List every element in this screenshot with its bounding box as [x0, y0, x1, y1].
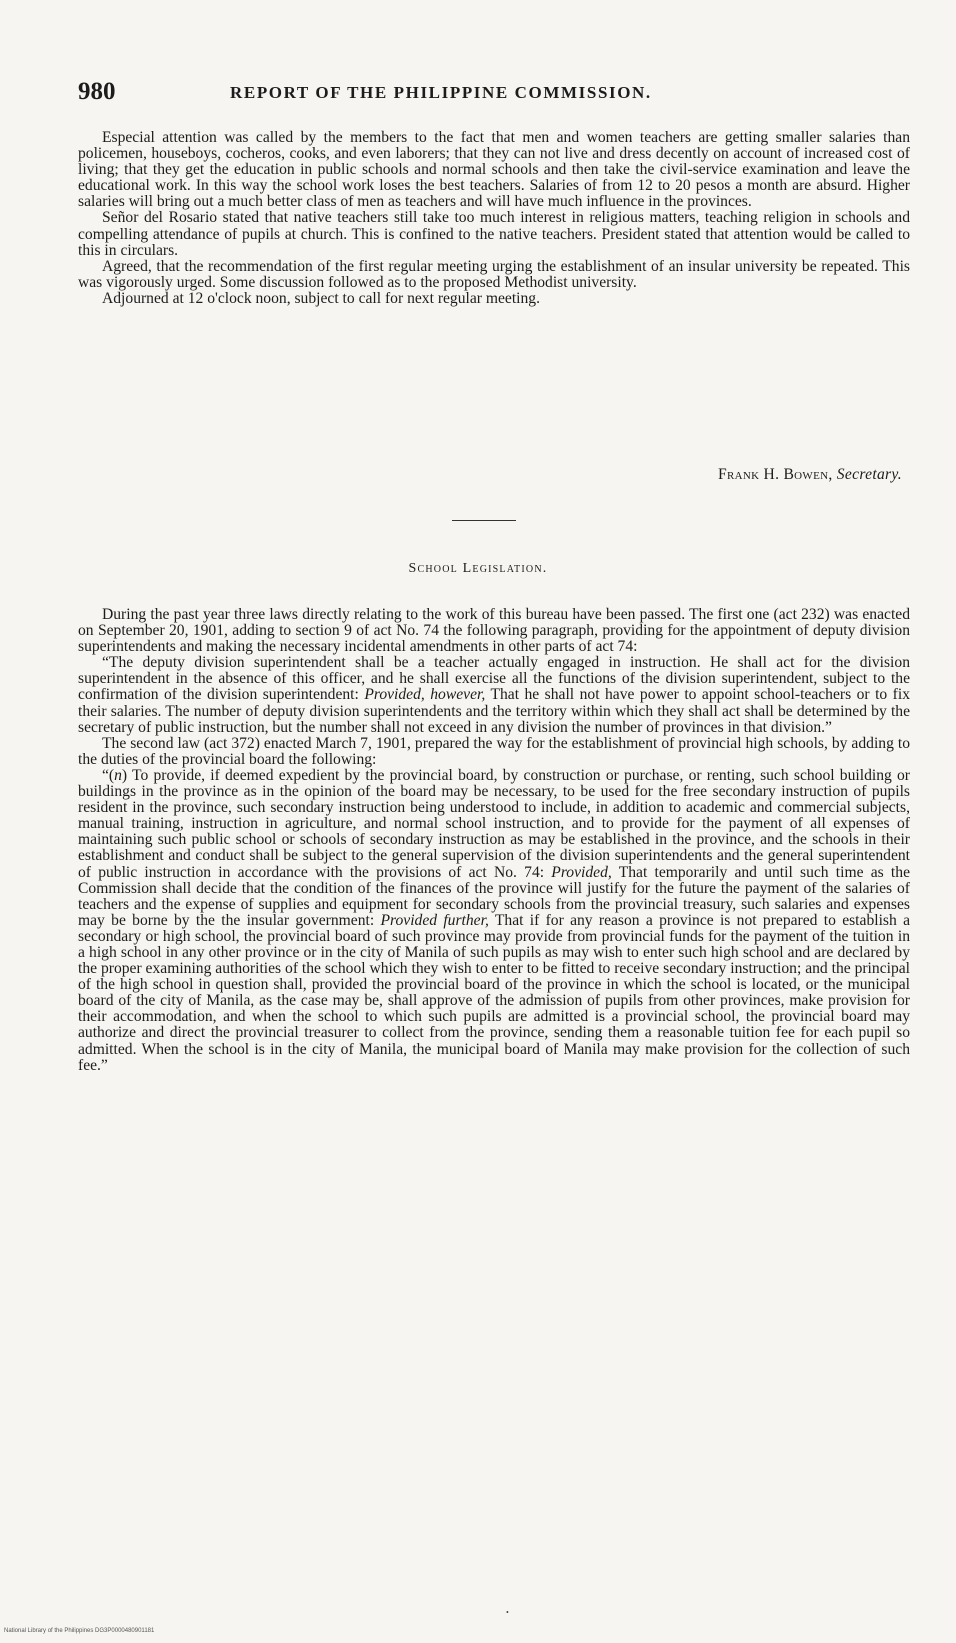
act-372-text-d: That if for any reason a province is not prepared to establish a secondary or high school, the provincial board of such province may provide from provincial funds for the payment of the tuition in a high school in any other province or in the city of Manila of such pupils as may wish to enter such high school and are declared by the proper examining authorities of the school which they wish to enter to be fitted to receive secondary instruction; and the principal of the high school in question shall, provided the provincial board of the province in which the school is located, or the municipal board of the city of Manila, as the case may be, shall approve of the admission of pupils from other provinces, make provision for their accommodation, and when the school to which such pupils are admitted is a provincial school, the provincial board may authorize and direct the provincial treasurer to collect from the province, sending them a reasonable tuition fee for each pupil so admitted. When the school is in the city of Manila, the municipal board of Manila may make provision for the collection of such fee.”: [78, 911, 910, 1074]
signature-name: Frank H. Bowen,: [717, 466, 833, 483]
signature-title: Secretary.: [836, 466, 902, 483]
school-legislation: [78, 607, 910, 1074]
running-head: REPORT OF THE PHILIPPINE COMMISSION.: [230, 83, 652, 102]
page-number: 980: [78, 78, 116, 105]
minutes-paragraph-1: Especial attention was called by the members to the fact that men and women teachers are getting smaller salaries than policemen, houseboys, cocheros, cooks, and even laborers; that they can not live and dress decently on account of increased cost of living; that they get the education in public schools and normal schools and then take the civil-service examination and leave the educational work. In this way the school work loses the best teachers. Salaries of from 12 to 20 pesos a month are absurd. Higher salaries will bring out a much better class of men as teachers and will have much influence in the provinces.: [78, 129, 910, 211]
section-divider: [452, 520, 516, 521]
legislation-paragraph-2: [78, 655, 910, 735]
legislation-paragraph-4: [78, 768, 910, 1074]
act-372-open: “(: [102, 766, 115, 784]
proviso-1: Provided,: [551, 863, 612, 881]
legislation-paragraph-1: During the past year three laws directly relating to the work of this bureau have been passed. The first one (act 232) was enacted on September 20, 1901, adding to section 9 of act No. 74 the following paragraph, providing for the appointment of deputy division superintendents and making the necessary incidental amendments in other parts of act 74:: [78, 606, 910, 656]
section-title: School Legislation.: [408, 561, 548, 576]
minutes-paragraph-2: Señor del Rosario stated that native teachers still take too much interest in religious matters, teaching religion in schools and compelling attendance of pupils at church. This is confined to the native teachers. President stated that attention would be called to this in circulars.: [78, 209, 910, 259]
act-372-text-b: ) To provide, if deemed expedient by the provincial board, by construction or purchase, or renting, such school building or buildings in the province as in the opinion of the board may be necessary, to be used for the free secondary instruction of pupils resident in the province, such secondary instruction being understood to include, in addition to academic and commercial subjects, manual training, instruction in agriculture, and normal school instruction, and to provide for the payment of all expenses of maintaining such public school or schools of secondary instruction as may be established in the province, and the schools in their establishment and conduct shall be subject to the general supervision of the division superintendents and the general superintendent of public instruction in accordance with the provisions of act No. 74:: [78, 766, 910, 881]
minutes-paragraph-3: Agreed, that the recommendation of the first regular meeting urging the establishment of an insular university be repeated. This was vigorously urged. Some discussion followed as to the proposed Methodist university.: [78, 257, 910, 291]
proviso-however: Provided, however,: [364, 686, 486, 704]
act-372-text-c: That temporarily and until such time as the Commission shall decide that the condition of the finances of the province will justify for the future the payment of the salaries of teachers and the expense of supplies and equipment for secondary schools from the provincial treasury, such salaries and expenses may be borne by the the insular government:: [78, 863, 910, 929]
minutes-paragraph-4: Adjourned at 12 o'clock noon, subject to call for next regular meeting.: [102, 289, 541, 307]
secretary-signature: [718, 466, 902, 484]
clause-letter: n: [114, 766, 122, 784]
meeting-minutes: [78, 130, 910, 307]
footer-dot: •: [506, 1608, 509, 1617]
proviso-2: Provided further,: [380, 911, 489, 929]
page-header: [78, 78, 898, 108]
act-232-text-b: That he shall not have power to appoint school-teachers or to fix their salaries. The number of deputy division superintendents and the territory within which they shall act shall be determined by the secretary of public instruction, but the number shall not exceed in any division the number of provinces in that division.”: [78, 686, 911, 736]
legislation-paragraph-3: The second law (act 372) enacted March 7, 1901, prepared the way for the establishment of provincial high schools, by adding to the duties of the provincial board the following:: [78, 734, 910, 768]
scan-footer-note: National Library of the Philippines DG3P0000480901181: [4, 1628, 155, 1634]
act-232-text-a: “The deputy division superintendent shall be a teacher actually engaged in instruction. He shall act for the division superintendent in the absence of this officer, and he shall exercise all the functions of the division superintendent, subject to the confirmation of the division superintendent:: [78, 654, 910, 704]
